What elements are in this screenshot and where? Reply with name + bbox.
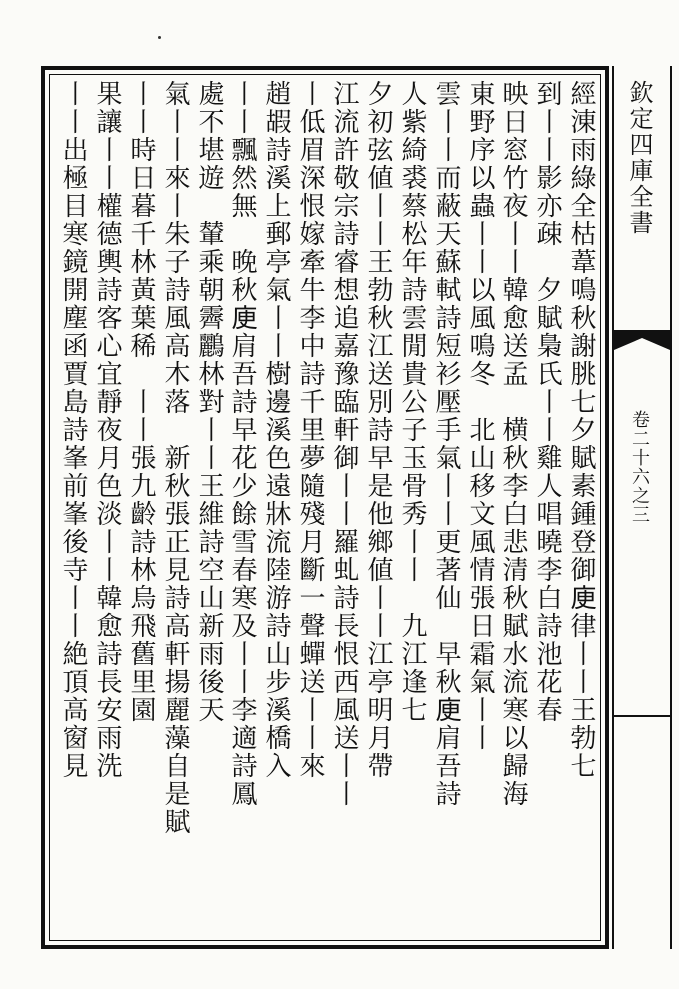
- text-column: 映日窓竹夜丨丨韓愈送孟 横秋李白悲清秋賦水流寒以歸海: [498, 80, 528, 808]
- text-column: 丨丨飄然無 晚秋𢈔肩吾詩早花少餘雪春寒及丨丨李適詩鳳: [227, 80, 257, 808]
- text-column: 到丨丨影亦疎 夕賦梟氏丨丨雞人唱曉李白詩池花春: [532, 80, 562, 724]
- text-column: 東野序以蟲丨丨以風鳴冬 北山移文風情張日霜氣丨丨: [465, 80, 495, 752]
- text-column: 丨丨出極目寒鏡開塵函賈島詩峯前峯後寺丨丨絶頂高窗見: [58, 80, 88, 780]
- text-column: 經涷雨綠全枯葦鳴秋謝朓七夕賦素鍾登御𢈔律丨丨王勃七: [566, 80, 596, 780]
- text-column: 江流許敬宗詩睿想追嘉豫臨軒御丨丨羅虬詩長恨西風送丨丨: [329, 80, 359, 808]
- book-title: 欽定四庫全書: [625, 80, 653, 236]
- text-column: 夕初弦値丨丨王勃秋江送別詩早是他鄉値丨丨江亭明月帶: [363, 80, 393, 780]
- text-column: 果讓丨丨權德輿詩客心宜靜夜月色淡丨丨韓愈詩長安雨洗: [92, 80, 122, 780]
- text-column: 趙嘏詩溪上郵亭氣丨丨樹邊溪色遠牀流陸游詩山步溪橋入: [261, 80, 291, 780]
- margin-divider: [614, 715, 670, 717]
- text-column: 處不堪遊 輦乘朝霽鸝林對丨丨王維詩空山新雨後天: [194, 80, 224, 724]
- ink-speck: [158, 36, 161, 39]
- text-column: 丨低眉深恨嫁牽牛李中詩千里夢隨殘月斷一聲蟬送丨丨來: [295, 80, 325, 780]
- volume-label: 卷二十六之三: [629, 410, 650, 524]
- text-column: 雲丨丨而蔽天蘇軾詩短衫壓手氣丨丨更著仙 早秋𢈔肩吾詩: [431, 80, 461, 808]
- text-column: 人紫綺裘蔡松年詩雲閒貴公子玉骨秀丨丨 九江逢七: [397, 80, 427, 724]
- text-column: 丨丨時日暮千林黃葉稀 丨丨張九齡詩林烏飛舊里園: [126, 80, 156, 724]
- text-column: 氣丨丨來丨朱子詩風高木落 新秋張正見詩高軒揚麗藻自是賦: [160, 80, 190, 836]
